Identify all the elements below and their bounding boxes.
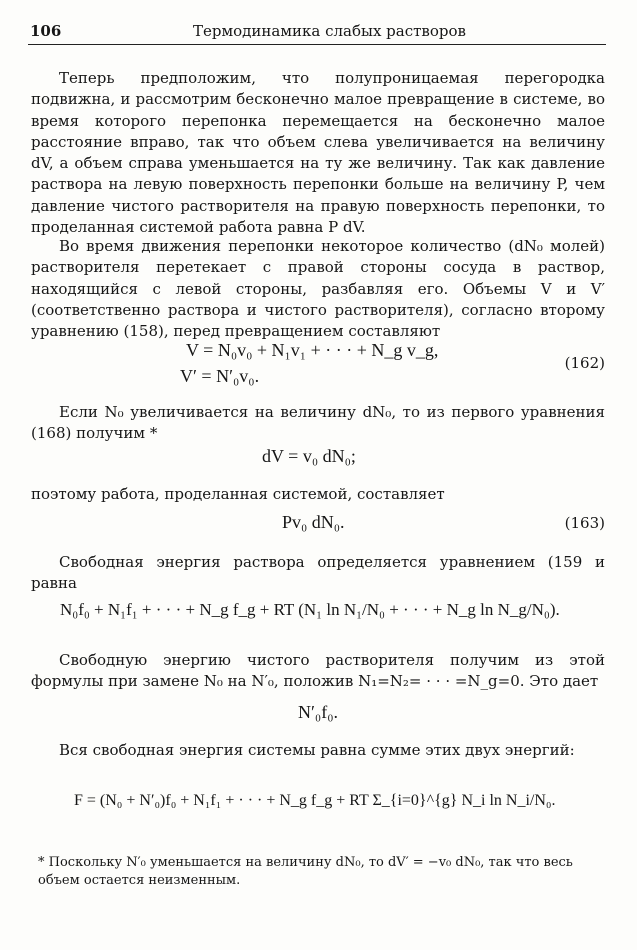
equation-162-line1: V = N₀v₀ + N₁v₁ + · · · + N_g v_g, <box>186 340 439 360</box>
equation-free-energy-solvent: N′₀f₀. <box>298 702 338 722</box>
paragraph-2: Во время движения перепонки некоторое количество (dN₀ молей) растворителя перетекает с правой стороны сосуда в раствор, находящийся с левой стороны, разбавляя его. Объемы V и V′ (соответственно раствора и чистого растворителя), согласно второму уравнению (158), перед превращением составляют <box>31 237 605 341</box>
paragraph-4: поэтому работа, проделанная системой, составляет <box>31 485 445 503</box>
equation-free-energy-solution: N₀f₀ + N₁f₁ + · · · + N_g f_g + RT (N₁ ln N₁/N₀ + · · · + N_g ln N_g/N₀). <box>60 600 560 619</box>
page-header <box>28 22 606 46</box>
equation-number-163: (163) <box>564 514 605 532</box>
header-rule <box>28 44 606 45</box>
paragraph-1: Теперь предположим, что полупроницаемая перегородка подвижна, и рассмотрим бесконечно малое превращение в системе, во время которого перепонка перемещается на бесконечно малое расстояние вправо, так что объем слева увеличивается на величину dV, а объем справа уменьшается на ту же величину. Так как давление раствора на левую поверхность перепонки больше на величину P, чем давление чистого растворителя на правую поверхность перепонки, то проделанная системой работа равна P dV. <box>31 69 605 237</box>
paragraph-5: Свободная энергия раствора определяется уравнением (159 и равна <box>31 553 605 593</box>
paragraph-7: Вся свободная энергия системы равна сумме этих двух энергий: <box>59 741 575 759</box>
equation-number-162: (162) <box>564 354 605 372</box>
page-number: 106 <box>30 22 62 40</box>
equation-162-line2: V′ = N′₀v₀. <box>180 366 260 386</box>
running-title: Термодинамика слабых растворов <box>193 22 466 40</box>
paragraph-6: Свободную энергию чистого растворителя получим из этой формулы при замене N₀ на N′₀, положив N₁=N₂= · · · =N_g=0. Это дает <box>31 651 605 691</box>
equation-dv: dV = v₀ dN₀; <box>262 446 356 466</box>
equation-work: Pv₀ dN₀. <box>282 512 345 532</box>
footnote: * Поскольку N′₀ уменьшается на величину dN₀, то dV′ = −v₀ dN₀, так что весь объем остается неизменным. <box>38 855 573 888</box>
equation-total-free-energy: F = (N₀ + N′₀)f₀ + N₁f₁ + · · · + N_g f_g + RT Σ_{i=0}^{g} N_i ln N_i/N₀. <box>74 792 556 809</box>
paragraph-3: Если N₀ увеличивается на величину dN₀, то из первого уравнения (168) получим * <box>31 403 605 443</box>
